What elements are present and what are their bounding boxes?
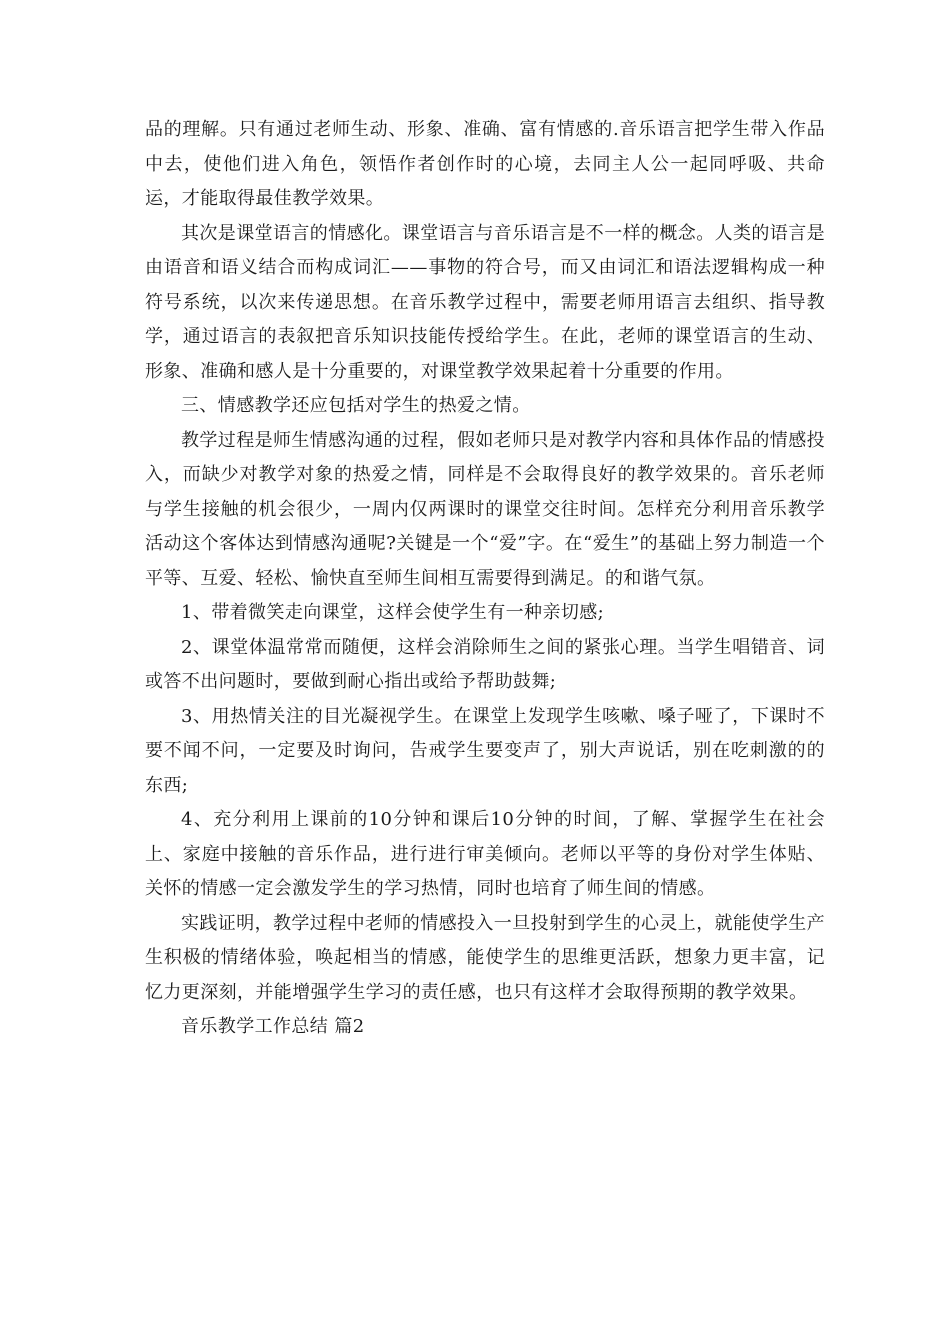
list-item-4: 4、充分利用上课前的10分钟和课后10分钟的时间，了解、掌握学生在社会上、家庭中接触的音乐作品，进行进行审美倾向。老师以平等的身份对学生体贴、关怀的情感一定会激发学生的学习热情，同时也培育了师生间的情感。 xyxy=(145,809,825,899)
paragraph-1: 品的理解。只有通过老师生动、形象、准确、富有情感的.音乐语言把学生带入作品中去，使他们进入角色，领悟作者创作时的心境，去同主人公一起同呼吸、共命运，才能取得最佳教学效果。 xyxy=(145,119,825,209)
paragraph-conclusion: 实践证明，教学过程中老师的情感投入一旦投射到学生的心灵上，就能使学生产生积极的情绪体验，唤起相当的情感，能使学生的思维更活跃，想象力更丰富，记忆力更深刻，并能增强学生学习的责任感，也只有这样才会取得预期的教学效果。 xyxy=(145,912,825,1003)
document-body xyxy=(145,113,825,1045)
list-item-3: 3、用热情关注的目光凝视学生。在课堂上发现学生咳嗽、嗓子哑了，下课时不要不闻不问，一定要及时询问，告戒学生要变声了，别大声说话，别在吃刺激的的东西; xyxy=(145,705,825,796)
list-item-2: 2、课堂体温常常而随便，这样会消除师生之间的紧张心理。当学生唱错音、词或答不出问题时，要做到耐心指出或给予帮助鼓舞; xyxy=(145,636,825,692)
section-heading-3: 三、情感教学还应包括对学生的热爱之情。 xyxy=(181,395,531,416)
paragraph-2: 其次是课堂语言的情感化。课堂语言与音乐语言是不一样的概念。人类的语言是由语音和语义结合而构成词汇——事物的符合号，而又由词汇和语法逻辑构成一种符号系统，以次来传递思想。在音乐教学过程中，需要老师用语言去组织、指导教学，通过语言的表叙把音乐知识技能传授给学生。在此，老师的课堂语言的生动、形象、准确和感人是十分重要的，对课堂教学效果起着十分重要的作用。 xyxy=(145,222,825,382)
list-item-1: 1、带着微笑走向课堂，这样会使学生有一种亲切感; xyxy=(181,602,605,623)
paragraph-4: 教学过程是师生情感沟通的过程，假如老师只是对教学内容和具体作品的情感投入，而缺少对教学对象的热爱之情，同样是不会取得良好的教学效果的。音乐老师与学生接触的机会很少，一周内仅两课时的课堂交往时间。怎样充分利用音乐教学活动这个客体达到情感沟通呢?关键是一个“爱”字。在“爱生”的基础上努力制造一个平等、互爱、轻松、愉快直至师生间相互需要得到满足。的和谐气氛。 xyxy=(145,429,825,589)
next-section-title: 音乐教学工作总结 篇2 xyxy=(181,1016,365,1037)
